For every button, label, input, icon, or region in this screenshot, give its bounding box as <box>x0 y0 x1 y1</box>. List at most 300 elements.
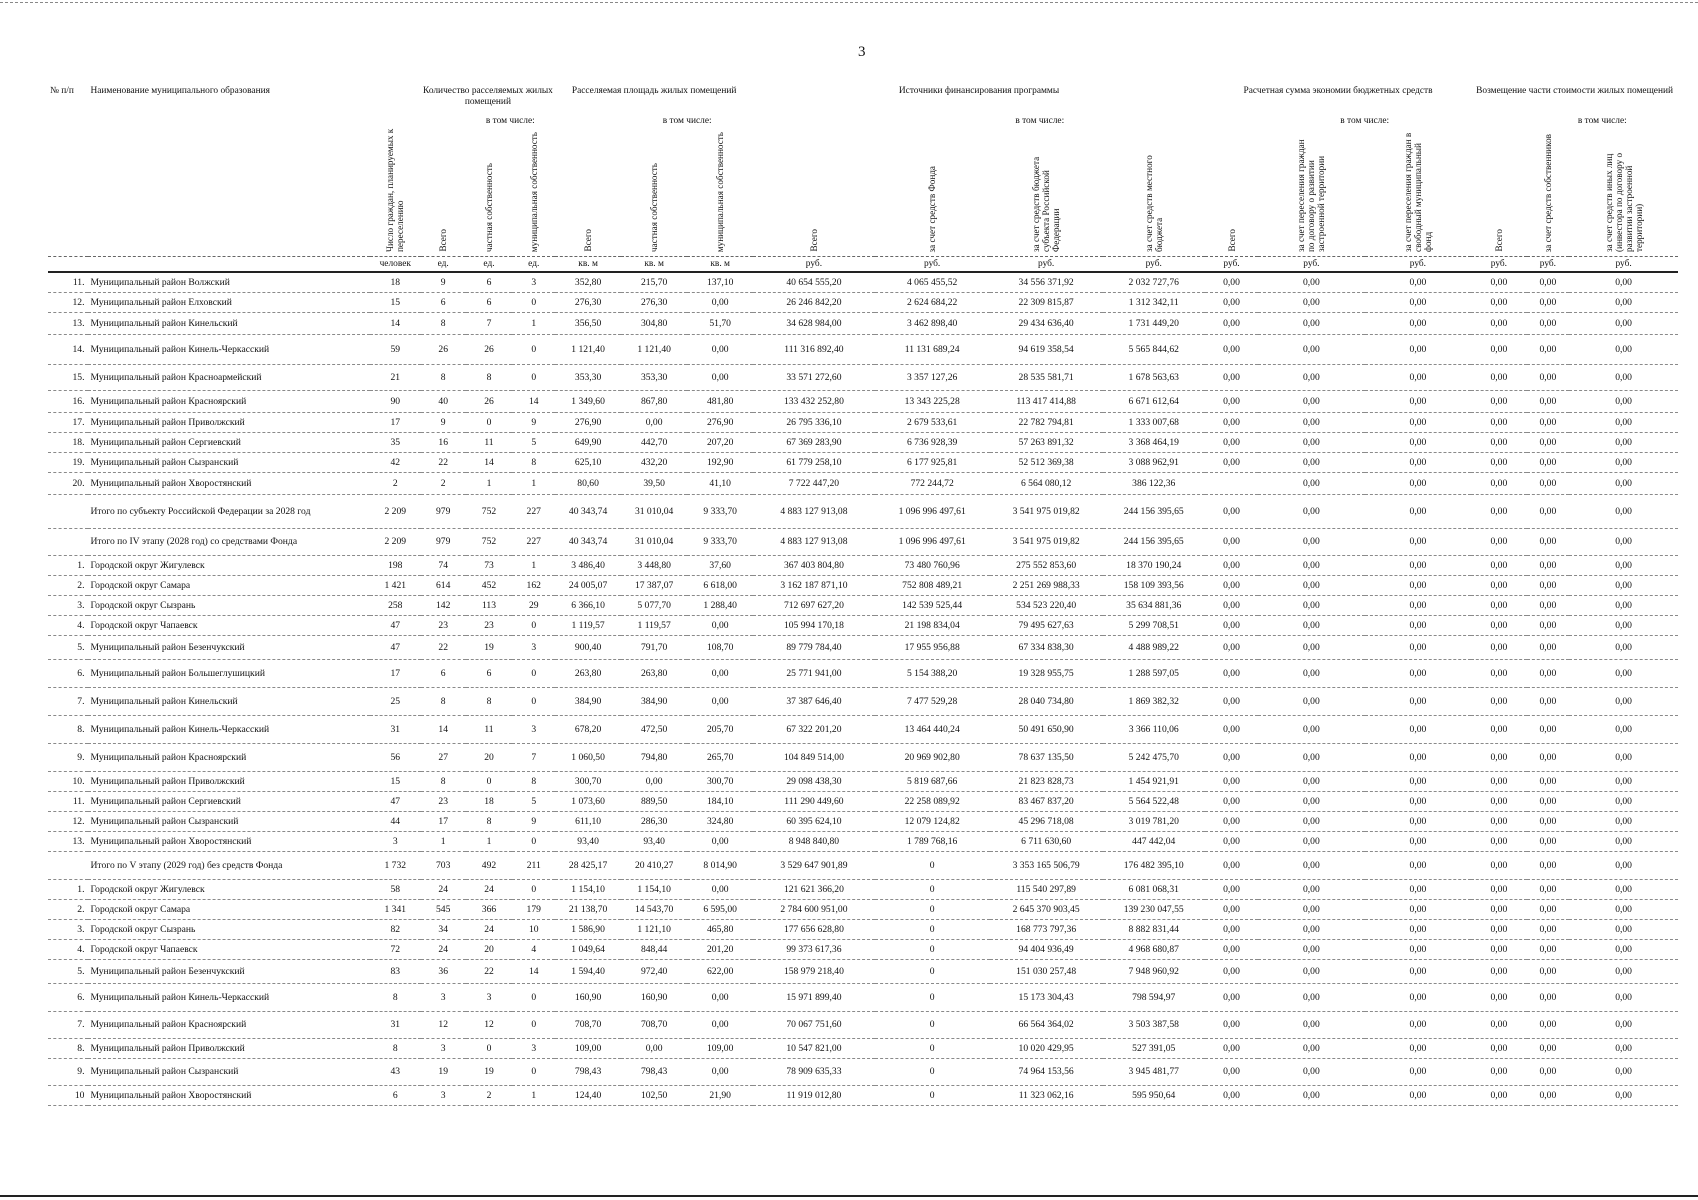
value-cell: 0,00 <box>1365 959 1472 983</box>
value-cell: 177 656 628,80 <box>753 919 874 939</box>
value-cell: 22 782 794,81 <box>990 412 1103 432</box>
value-cell: 7 <box>466 312 513 334</box>
value-cell: 0 <box>466 771 513 791</box>
value-cell: 0,00 <box>687 1011 753 1038</box>
value-cell: 124,40 <box>555 1085 621 1105</box>
municipality-name: Городской округ Самара <box>88 899 369 919</box>
value-cell: 24 005,07 <box>555 575 621 595</box>
value-cell: 0,00 <box>1205 1038 1258 1058</box>
value-cell: 0,00 <box>1205 272 1258 292</box>
value-cell: 50 491 650,90 <box>990 715 1103 743</box>
value-cell: 0,00 <box>1258 811 1365 831</box>
value-cell: 4 065 455,52 <box>875 272 990 292</box>
count-incl-label: в том числе: <box>485 116 535 126</box>
col-area-municipal-header: муниципальная собственность <box>715 131 726 252</box>
value-cell: 45 296 718,08 <box>990 811 1103 831</box>
value-cell: 67 369 283,90 <box>753 432 874 452</box>
value-cell: 0,00 <box>1365 364 1472 390</box>
value-cell: 3 162 187 871,10 <box>753 575 874 595</box>
value-cell: 28 535 581,71 <box>990 364 1103 390</box>
unit-cell: ед. <box>466 257 513 273</box>
value-cell: 0,00 <box>1569 659 1678 687</box>
row-number: 20. <box>48 472 88 494</box>
value-cell: 11 <box>466 432 513 452</box>
unit-cell: ед. <box>512 257 555 273</box>
value-cell: 22 <box>421 452 466 472</box>
value-cell: 108,70 <box>687 635 753 659</box>
value-cell: 21 823 828,73 <box>990 771 1103 791</box>
value-cell: 211 <box>512 851 555 879</box>
value-cell: 1 073,60 <box>555 791 621 811</box>
value-cell: 0,00 <box>1569 312 1678 334</box>
value-cell: 6 <box>370 1085 421 1105</box>
value-cell: 708,70 <box>555 1011 621 1038</box>
value-cell: 0,00 <box>1365 494 1472 528</box>
value-cell: 9 <box>512 412 555 432</box>
value-cell: 0,00 <box>1527 831 1570 851</box>
value-cell: 0,00 <box>1258 687 1365 715</box>
value-cell: 24 <box>421 939 466 959</box>
value-cell: 1 732 <box>370 851 421 879</box>
value-cell: 0,00 <box>1527 715 1570 743</box>
value-cell: 13 464 440,24 <box>875 715 990 743</box>
value-cell: 0,00 <box>1527 432 1570 452</box>
value-cell: 625,10 <box>555 452 621 472</box>
value-cell: 160,90 <box>555 983 621 1011</box>
value-cell: 0,00 <box>1205 659 1258 687</box>
value-cell: 0,00 <box>1365 811 1472 831</box>
value-cell: 74 964 153,56 <box>990 1058 1103 1085</box>
municipality-name: Муниципальный район Безенчукский <box>88 959 369 983</box>
value-cell: 12 <box>421 1011 466 1038</box>
col-subject-budget-header: за счет средств бюджета субъекта Российской Федерации <box>1031 156 1062 252</box>
municipality-name: Муниципальный район Большеглушицкий <box>88 659 369 687</box>
value-cell: 0,00 <box>1527 743 1570 771</box>
value-cell: 0,00 <box>1527 879 1570 899</box>
value-cell: 0,00 <box>1527 575 1570 595</box>
value-cell: 0,00 <box>1365 528 1472 555</box>
value-cell: 0,00 <box>1365 452 1472 472</box>
municipality-name: Итого по субъекту Российской Федерации за 2028 год <box>88 494 369 528</box>
table-row <box>48 983 1678 1011</box>
value-cell: 23 <box>466 615 513 635</box>
table-row <box>48 575 1678 595</box>
value-cell: 8 <box>466 811 513 831</box>
value-cell: 22 258 089,92 <box>875 791 990 811</box>
value-cell: 1 333 007,68 <box>1103 412 1205 432</box>
value-cell: 0,00 <box>1365 939 1472 959</box>
value-cell: 0,00 <box>1471 771 1526 791</box>
value-cell: 708,70 <box>621 1011 687 1038</box>
value-cell: 66 564 364,02 <box>990 1011 1103 1038</box>
value-cell: 0,00 <box>1258 1085 1365 1105</box>
table-row <box>48 771 1678 791</box>
value-cell: 0,00 <box>1569 687 1678 715</box>
municipality-name: Городской округ Чапаевск <box>88 615 369 635</box>
value-cell: 0,00 <box>1471 390 1526 412</box>
value-cell: 0,00 <box>1205 959 1258 983</box>
value-cell: 21,90 <box>687 1085 753 1105</box>
table-row <box>48 412 1678 432</box>
unit-cell: руб. <box>1205 257 1258 273</box>
unit-cell: руб. <box>1471 257 1526 273</box>
value-cell: 9 <box>421 272 466 292</box>
value-cell: 19 <box>421 1058 466 1085</box>
value-cell: 0,00 <box>1471 687 1526 715</box>
bottom-rule <box>0 1195 1698 1197</box>
value-cell: 0,00 <box>1258 452 1365 472</box>
value-cell: 356,50 <box>555 312 621 334</box>
value-cell: 527 391,05 <box>1103 1038 1205 1058</box>
value-cell: 9 <box>512 811 555 831</box>
value-cell: 0,00 <box>1258 555 1365 575</box>
value-cell: 0,00 <box>1258 595 1365 615</box>
value-cell: 6 618,00 <box>687 575 753 595</box>
unit-cell: руб. <box>1569 257 1678 273</box>
value-cell: 0,00 <box>1258 1038 1365 1058</box>
row-number: 13. <box>48 312 88 334</box>
value-cell: 0,00 <box>1471 879 1526 899</box>
row-number: 11. <box>48 272 88 292</box>
value-cell: 3 541 975 019,82 <box>990 494 1103 528</box>
value-cell: 0,00 <box>1471 412 1526 432</box>
table-row <box>48 1085 1678 1105</box>
value-cell: 151 030 257,48 <box>990 959 1103 983</box>
value-cell: 113 <box>466 595 513 615</box>
value-cell: 0,00 <box>1527 899 1570 919</box>
value-cell: 1 <box>512 312 555 334</box>
value-cell: 29 <box>512 595 555 615</box>
value-cell: 6 <box>466 292 513 312</box>
value-cell: 2 251 269 988,33 <box>990 575 1103 595</box>
value-cell: 0,00 <box>1471 635 1526 659</box>
value-cell: 0,00 <box>1527 771 1570 791</box>
value-cell: 0,00 <box>1569 771 1678 791</box>
table-header <box>48 86 1678 272</box>
table-row <box>48 312 1678 334</box>
row-number: 7. <box>48 687 88 715</box>
value-cell: 0 <box>875 1058 990 1085</box>
value-cell: 31 <box>370 1011 421 1038</box>
value-cell: 20 410,27 <box>621 851 687 879</box>
value-cell: 0,00 <box>1527 292 1570 312</box>
value-cell: 304,80 <box>621 312 687 334</box>
value-cell: 0,00 <box>1365 659 1472 687</box>
value-cell: 0,00 <box>1258 899 1365 919</box>
value-cell: 0,00 <box>1569 635 1678 659</box>
value-cell: 0 <box>512 659 555 687</box>
value-cell: 3 019 781,20 <box>1103 811 1205 831</box>
value-cell: 1 121,40 <box>555 334 621 364</box>
value-cell: 0,00 <box>1205 312 1258 334</box>
value-cell: 0,00 <box>1205 771 1258 791</box>
value-cell: 0,00 <box>1205 743 1258 771</box>
value-cell: 0,00 <box>1527 959 1570 983</box>
value-cell: 0,00 <box>1569 472 1678 494</box>
value-cell: 24 <box>466 879 513 899</box>
value-cell: 0,00 <box>1471 1058 1526 1085</box>
value-cell: 0,00 <box>621 1038 687 1058</box>
value-cell: 0,00 <box>1569 743 1678 771</box>
value-cell: 6 177 925,81 <box>875 452 990 472</box>
value-cell: 0,00 <box>1471 555 1526 575</box>
value-cell: 0,00 <box>1258 771 1365 791</box>
value-cell: 74 <box>421 555 466 575</box>
value-cell: 0,00 <box>1569 412 1678 432</box>
value-cell: 14 <box>466 452 513 472</box>
value-cell: 227 <box>512 528 555 555</box>
value-cell: 1 <box>466 472 513 494</box>
value-cell: 442,70 <box>621 432 687 452</box>
table-row <box>48 334 1678 364</box>
table-row <box>48 364 1678 390</box>
value-cell: 6 <box>421 292 466 312</box>
value-cell: 11 919 012,80 <box>753 1085 874 1105</box>
value-cell: 0,00 <box>1205 452 1258 472</box>
value-cell: 0 <box>512 879 555 899</box>
value-cell: 0,00 <box>1527 1011 1570 1038</box>
col-econ-group-header: Расчетная сумма экономии бюджетных средств <box>1243 86 1433 96</box>
value-cell: 481,80 <box>687 390 753 412</box>
col-count-group-header: Количество расселяемых жилых помещений <box>423 86 553 107</box>
value-cell: 0 <box>875 1038 990 1058</box>
value-cell: 0,00 <box>1527 851 1570 879</box>
value-cell: 0,00 <box>1471 1038 1526 1058</box>
value-cell: 0,00 <box>1205 635 1258 659</box>
value-cell: 1 <box>512 1085 555 1105</box>
value-cell: 36 <box>421 959 466 983</box>
value-cell: 3 <box>421 983 466 1011</box>
row-number: 6. <box>48 983 88 1011</box>
value-cell: 35 <box>370 432 421 452</box>
value-cell: 115 540 297,89 <box>990 879 1103 899</box>
municipality-name: Муниципальный район Сергиевский <box>88 432 369 452</box>
row-number: 5. <box>48 635 88 659</box>
row-number: 8. <box>48 715 88 743</box>
value-cell: 23 <box>421 791 466 811</box>
value-cell: 0,00 <box>687 334 753 364</box>
value-cell: 1 586,90 <box>555 919 621 939</box>
value-cell: 0,00 <box>1569 939 1678 959</box>
value-cell: 0 <box>512 615 555 635</box>
value-cell: 0,00 <box>1205 555 1258 575</box>
municipality-name: Городской округ Жигулевск <box>88 555 369 575</box>
unit-cell: руб. <box>753 257 874 273</box>
col-local-budget-header: за счет средств местного бюджета <box>1143 155 1164 252</box>
value-cell: 14 <box>370 312 421 334</box>
value-cell: 1 421 <box>370 575 421 595</box>
value-cell: 34 628 984,00 <box>753 312 874 334</box>
value-cell: 184,10 <box>687 791 753 811</box>
value-cell: 276,30 <box>555 292 621 312</box>
value-cell: 0,00 <box>1569 615 1678 635</box>
row-number: 3. <box>48 595 88 615</box>
value-cell: 0,00 <box>1365 472 1472 494</box>
value-cell: 93,40 <box>621 831 687 851</box>
col-area-total-header: Всего <box>583 229 594 252</box>
value-cell: 0,00 <box>1471 715 1526 743</box>
value-cell: 0,00 <box>1365 1058 1472 1085</box>
value-cell: 33 571 272,60 <box>753 364 874 390</box>
col-econ-free-header: за счет переселения граждан в свободный муниципальный фонд <box>1402 132 1433 252</box>
value-cell: 39,50 <box>621 472 687 494</box>
value-cell: 366 <box>466 899 513 919</box>
value-cell: 276,90 <box>687 412 753 432</box>
value-cell: 0,00 <box>1527 312 1570 334</box>
col-owners-header: за счет средств собственников <box>1542 133 1553 252</box>
value-cell: 0,00 <box>1569 811 1678 831</box>
municipality-name: Городской округ Сызрань <box>88 919 369 939</box>
value-cell: 622,00 <box>687 959 753 983</box>
table-row <box>48 390 1678 412</box>
value-cell: 3 357 127,26 <box>875 364 990 390</box>
value-cell: 1 060,50 <box>555 743 621 771</box>
value-cell: 0,00 <box>1365 899 1472 919</box>
value-cell: 1 121,10 <box>621 919 687 939</box>
value-cell: 27 <box>421 743 466 771</box>
value-cell: 41,10 <box>687 472 753 494</box>
municipality-name: Итого по V этапу (2029 год) без средств Фонда <box>88 851 369 879</box>
value-cell: 0 <box>466 412 513 432</box>
unit-cell: руб. <box>1365 257 1472 273</box>
value-cell: 611,10 <box>555 811 621 831</box>
value-cell: 0,00 <box>1569 919 1678 939</box>
value-cell: 83 467 837,20 <box>990 791 1103 811</box>
value-cell: 534 523 220,40 <box>990 595 1103 615</box>
value-cell: 0,00 <box>1471 595 1526 615</box>
table-row <box>48 879 1678 899</box>
value-cell: 0,00 <box>1258 851 1365 879</box>
value-cell: 17 955 956,88 <box>875 635 990 659</box>
value-cell: 0,00 <box>1569 899 1678 919</box>
value-cell: 2 209 <box>370 528 421 555</box>
value-cell: 10 <box>512 919 555 939</box>
value-cell: 595 950,64 <box>1103 1085 1205 1105</box>
value-cell: 798,43 <box>621 1058 687 1085</box>
value-cell: 791,70 <box>621 635 687 659</box>
value-cell: 0,00 <box>1258 292 1365 312</box>
value-cell: 43 <box>370 1058 421 1085</box>
value-cell: 0,00 <box>1258 831 1365 851</box>
value-cell: 0,00 <box>1258 494 1365 528</box>
col-investors-header: за счет средств иных лиц (инвестора по договору о развитии застроенной территории) <box>1603 152 1644 252</box>
value-cell: 0,00 <box>1527 687 1570 715</box>
value-cell: 26 <box>466 390 513 412</box>
row-number: 15. <box>48 364 88 390</box>
value-cell: 0,00 <box>1205 939 1258 959</box>
value-cell: 0,00 <box>1258 919 1365 939</box>
value-cell: 1 121,40 <box>621 334 687 364</box>
row-number: 9. <box>48 1058 88 1085</box>
value-cell: 0,00 <box>621 771 687 791</box>
value-cell: 0,00 <box>1258 1011 1365 1038</box>
value-cell: 31 010,04 <box>621 528 687 555</box>
value-cell: 2 <box>370 472 421 494</box>
col-count-municipal-header: муниципальная собственность <box>528 131 539 252</box>
row-number: 3. <box>48 919 88 939</box>
table-row <box>48 791 1678 811</box>
value-cell: 0,00 <box>1258 312 1365 334</box>
value-cell: 452 <box>466 575 513 595</box>
value-cell: 0,00 <box>1569 292 1678 312</box>
municipality-name: Муниципальный район Кинельский <box>88 312 369 334</box>
value-cell: 29 098 438,30 <box>753 771 874 791</box>
value-cell: 0,00 <box>1569 1011 1678 1038</box>
value-cell: 3 368 464,19 <box>1103 432 1205 452</box>
value-cell: 102,50 <box>621 1085 687 1105</box>
unit-cell: руб. <box>1103 257 1205 273</box>
value-cell: 0,00 <box>1365 412 1472 432</box>
value-cell: 0,00 <box>1569 791 1678 811</box>
value-cell: 0,00 <box>1569 272 1678 292</box>
value-cell: 0,00 <box>687 1058 753 1085</box>
col-area-private-header: частная собственность <box>649 162 660 252</box>
value-cell: 11 <box>466 715 513 743</box>
row-number: 9. <box>48 743 88 771</box>
value-cell: 0,00 <box>1471 851 1526 879</box>
value-cell: 12 <box>466 1011 513 1038</box>
col-num-header: № п/п <box>50 86 74 96</box>
row-number: 12. <box>48 292 88 312</box>
value-cell: 34 <box>421 919 466 939</box>
municipality-name: Городской округ Самара <box>88 575 369 595</box>
value-cell: 9 333,70 <box>687 494 753 528</box>
value-cell: 67 322 201,20 <box>753 715 874 743</box>
value-cell: 8 <box>466 687 513 715</box>
value-cell: 0,00 <box>1258 1058 1365 1085</box>
value-cell: 0,00 <box>1527 791 1570 811</box>
value-cell: 0,00 <box>1205 292 1258 312</box>
table-row <box>48 272 1678 292</box>
value-cell: 1 288,40 <box>687 595 753 615</box>
value-cell: 142 <box>421 595 466 615</box>
value-cell: 1 678 563,63 <box>1103 364 1205 390</box>
municipality-name: Муниципальный район Безенчукский <box>88 635 369 659</box>
value-cell: 23 <box>421 615 466 635</box>
value-cell: 5 299 708,51 <box>1103 615 1205 635</box>
table-row <box>48 1058 1678 1085</box>
value-cell: 794,80 <box>621 743 687 771</box>
value-cell: 0,00 <box>1258 983 1365 1011</box>
value-cell: 0,00 <box>1258 939 1365 959</box>
value-cell: 3 <box>512 715 555 743</box>
value-cell: 79 495 627,63 <box>990 615 1103 635</box>
value-cell: 0,00 <box>1471 811 1526 831</box>
value-cell: 324,80 <box>687 811 753 831</box>
table-row <box>48 595 1678 615</box>
table-row <box>48 659 1678 687</box>
value-cell: 0,00 <box>621 412 687 432</box>
value-cell: 2 032 727,76 <box>1103 272 1205 292</box>
value-cell: 25 <box>370 687 421 715</box>
value-cell: 0,00 <box>1258 528 1365 555</box>
value-cell: 78 909 635,33 <box>753 1058 874 1085</box>
value-cell: 0,00 <box>1365 919 1472 939</box>
value-cell: 20 <box>466 743 513 771</box>
value-cell: 0,00 <box>1205 811 1258 831</box>
col-fund-header: за счет средств Фонда <box>927 165 938 252</box>
value-cell: 979 <box>421 494 466 528</box>
value-cell: 972,40 <box>621 959 687 983</box>
value-cell: 18 <box>466 791 513 811</box>
value-cell: 0,00 <box>1205 1085 1258 1105</box>
value-cell: 0,00 <box>1471 272 1526 292</box>
resettlement-table <box>48 86 1678 1106</box>
value-cell: 0,00 <box>1527 919 1570 939</box>
municipality-name: Муниципальный район Приволжский <box>88 1038 369 1058</box>
value-cell: 353,30 <box>621 364 687 390</box>
table-body <box>48 272 1678 1105</box>
